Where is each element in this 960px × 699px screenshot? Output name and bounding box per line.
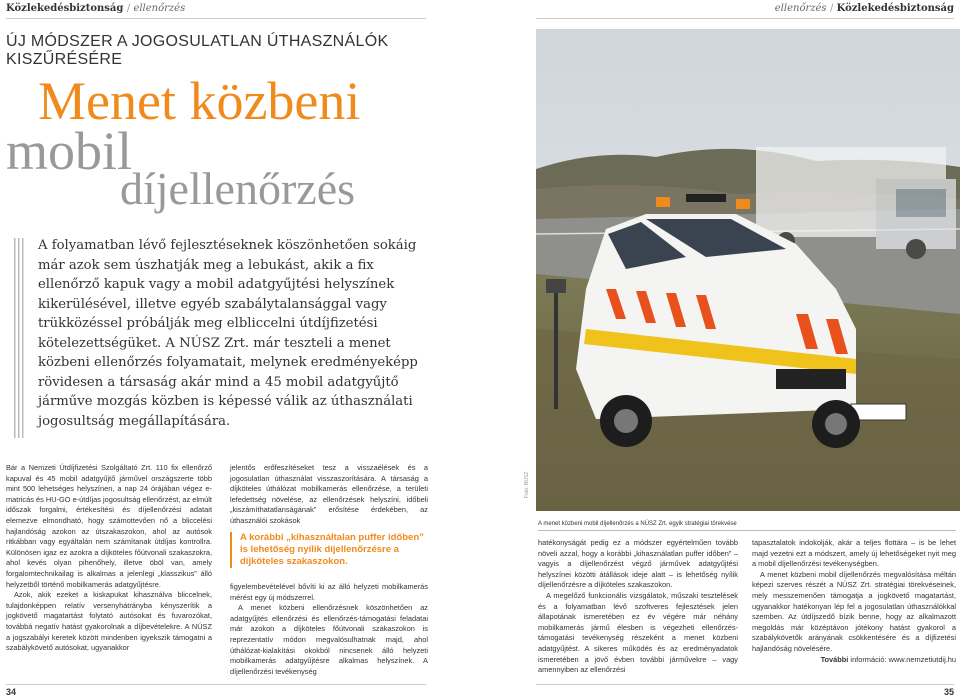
pull-quote: A korábbi „kihasználtalan puffer időben” is lehetőség nyílik díjellenőrzésre a díjköteles szakaszokon.: [230, 532, 430, 568]
footer-rule: [536, 684, 954, 685]
slash-divider: /: [126, 3, 134, 14]
page-number-left: 34: [6, 687, 17, 697]
paragraph: Bár a Nemzeti Útdíjfizetési Szolgáltató Zrt. 110 fix ellenőrző kapuval és 45 mobil adatgyűjtő járművel országszerte több mint 500 lehetséges helyszínen, a nap 24 órájában végez e-matricás és HU-GO e-útdíjas jogosultság ellenőrzést, az elmúlt időszak forgalmi, értékesítési és díjellenőrzési adatait elemezve elmondható, hogy számottevően nő a bliccelési hajlandóság azokon az útszakaszokon, ahol az autósok ritkábban vagy egyáltalán nem számítanak útdíjas kontrollra. Különösen igaz ez azokra a díjköteles főútvonali szakaszokra, ahol kevés olyan pihenőhely, illetve öböl van, amely forgalomtechnikailag is alkalmas a jelenlegi „klasszikus” álló helyzetből történő mobilkamerás adatgyűjtésre.: [6, 463, 212, 589]
paragraph: Azok, akik ezeket a kiskapukat kihasználva bliccelnek, tulajdonképpen relatív versenyhátrányba kényszerítik a jogkövető magatartást folytató autósokat és fuvarozókat, továbbá negatív hatást gyakorolnak a díjbevételekre. A NÚSZ a jogszabályi keretek között mindenben igyekszik támogatni a szabálykövető autósokat, ugyanakkor: [6, 590, 212, 653]
more-info: [752, 655, 956, 666]
body-column-4: [752, 538, 956, 665]
photo-credit: Fotó: NÚSZ: [524, 471, 530, 498]
paragraph: tapasztalatok indokolják, akár a teljes flottára – is be lehet majd vezetni ezt a módszert, amely új lehetőségeket nyit meg a mobil díjellenőrzési tevékenységben.: [752, 538, 956, 569]
slash-divider: /: [830, 3, 837, 14]
paragraph: hatékonyságát pedig ez a módszer egyértelműen tovább növeli azzal, hogy a korábbi „kihasználatlan puffer időben” – vagyis a díjellenőrzést végző járművek adatgyűjtési helyszínei közötti átállások ideje alatt – is lehetőség nyílik díjellenőrzésre a díjköteles szakaszokon.: [538, 538, 738, 590]
lead-decoration: [14, 238, 26, 438]
page-number-right: 35: [943, 687, 954, 697]
section-header-left: [6, 3, 185, 14]
caption-rule: [538, 530, 956, 531]
paragraph: figyelembevételével bővíti ki az álló helyzeti mobilkamerás mérést egy új módszerrel.: [230, 582, 428, 602]
header-rule: [536, 18, 954, 19]
paragraph: A megelőző funkcionális vizsgálatok, műszaki tesztelések és a folyamatban lévő szoftveres fejlesztések jelen állapotának ismeretében ez év végére már néhány mobilkamerás jármű élesben is végezheti ellenőrzés-támogatási tevékenység részeként a menet közbeni adatgyűjtést. A sikeres működés és az eredményadatok ismeretében a jövő évben további járművekre – vagy amennyiben az ellenőrzési: [538, 590, 738, 675]
body-column-2-cont: [230, 582, 428, 677]
section-name: Közlekedésbiztonság: [836, 3, 954, 14]
section-sub: ellenőrzés: [774, 3, 827, 14]
section-name: Közlekedésbiztonság: [6, 3, 124, 14]
body-column-1: [6, 463, 212, 654]
paragraph: jelentős erőfeszítéseket tesz a visszaélések és a jogosulatlan úthasználat visszaszorítására. A társaság a díjköteles úthálózat mobilkamerás ellenőrzése, a területi lefedettség növelése, az ellenőrzések helyszíni, időbeli „kiszámíthatatlanságának” erősítése érdekében, az úthasználói szokások: [230, 463, 428, 525]
title-line-1: Menet közbeni: [38, 71, 361, 131]
more-info-link[interactable]: információ: www.nemzetiutdij.hu: [848, 654, 956, 664]
title-line-3: díjellenőrzés: [120, 163, 356, 214]
paragraph: A menet közbeni mobil díjellenőrzés megvalósítása méltán képezi szerves részét a NÚSZ Zrt. stratégiai törekvéseinek, mely messzemenően támogatja a jogkövető magatartást, ugyanakkor hatékonyan lép fel a jogosulatlan úthasználókkal szemben. Az útdíjszedő bízik benne, hogy az alkalmazott megoldás már középtávon jótékony hatást gyakorol a szabálykövetők arányának csökkentésére és a díjfizetési hajlandóság növelésére.: [752, 569, 956, 653]
body-column-2: [230, 463, 428, 527]
photo-caption: A menet közbeni mobil díjellenőrzés a NÚSZ Zrt. egyik stratégiai törekvése: [538, 521, 737, 527]
article-photo: [536, 29, 960, 511]
section-sub: ellenőrzés: [133, 3, 186, 14]
body-column-3: [538, 538, 738, 676]
title-line-2: mobil: [6, 121, 133, 181]
footer-rule: [6, 684, 426, 685]
paragraph: A menet közbeni ellenőrzésnek köszönhetően az adatgyűjtés ellenőrzési és ellenőrzés-támogatási feladatai már azokon a díjköteles főútvonali szakaszokon is reprezentatív módon megvalósulhatnak majd, ahol úthálózat-kialakítási okokból nincsenek álló helyzeti mobilkamerás adatgyűjtésre alkalmas helyszínek. A díjellenőrzési tevékenység: [230, 603, 428, 676]
more-info-label: További: [820, 654, 849, 664]
article-kicker: ÚJ MÓDSZER A JOGOSULATLAN ÚTHASZNÁLÓK KISZŰRÉSÉRE: [6, 33, 389, 68]
article-lead: A folyamatban lévő fejlesztéseknek köszönhetően sokáig már azok sem úszhatják meg a lebukást, akik a fix ellenőrző kapuk vagy a mobil adatgyűjtési helyszínek kikerülésével, illetve egyéb szabálytalansággal vagy trükközéssel próbálják meg elbliccelni útdíjfizetési kötelezettségüket. A NÚSZ Zrt. már teszteli a menet közbeni ellenőrzés folyamatait, melynek eredményeképp rövidesen a társaság akár mind a 45 mobil adatgyűjtő járműve mozgás közben is képessé válik az úthasználati jogosultság megállapítására.: [38, 238, 418, 429]
header-rule: [6, 18, 426, 19]
section-header-right: [775, 3, 954, 14]
